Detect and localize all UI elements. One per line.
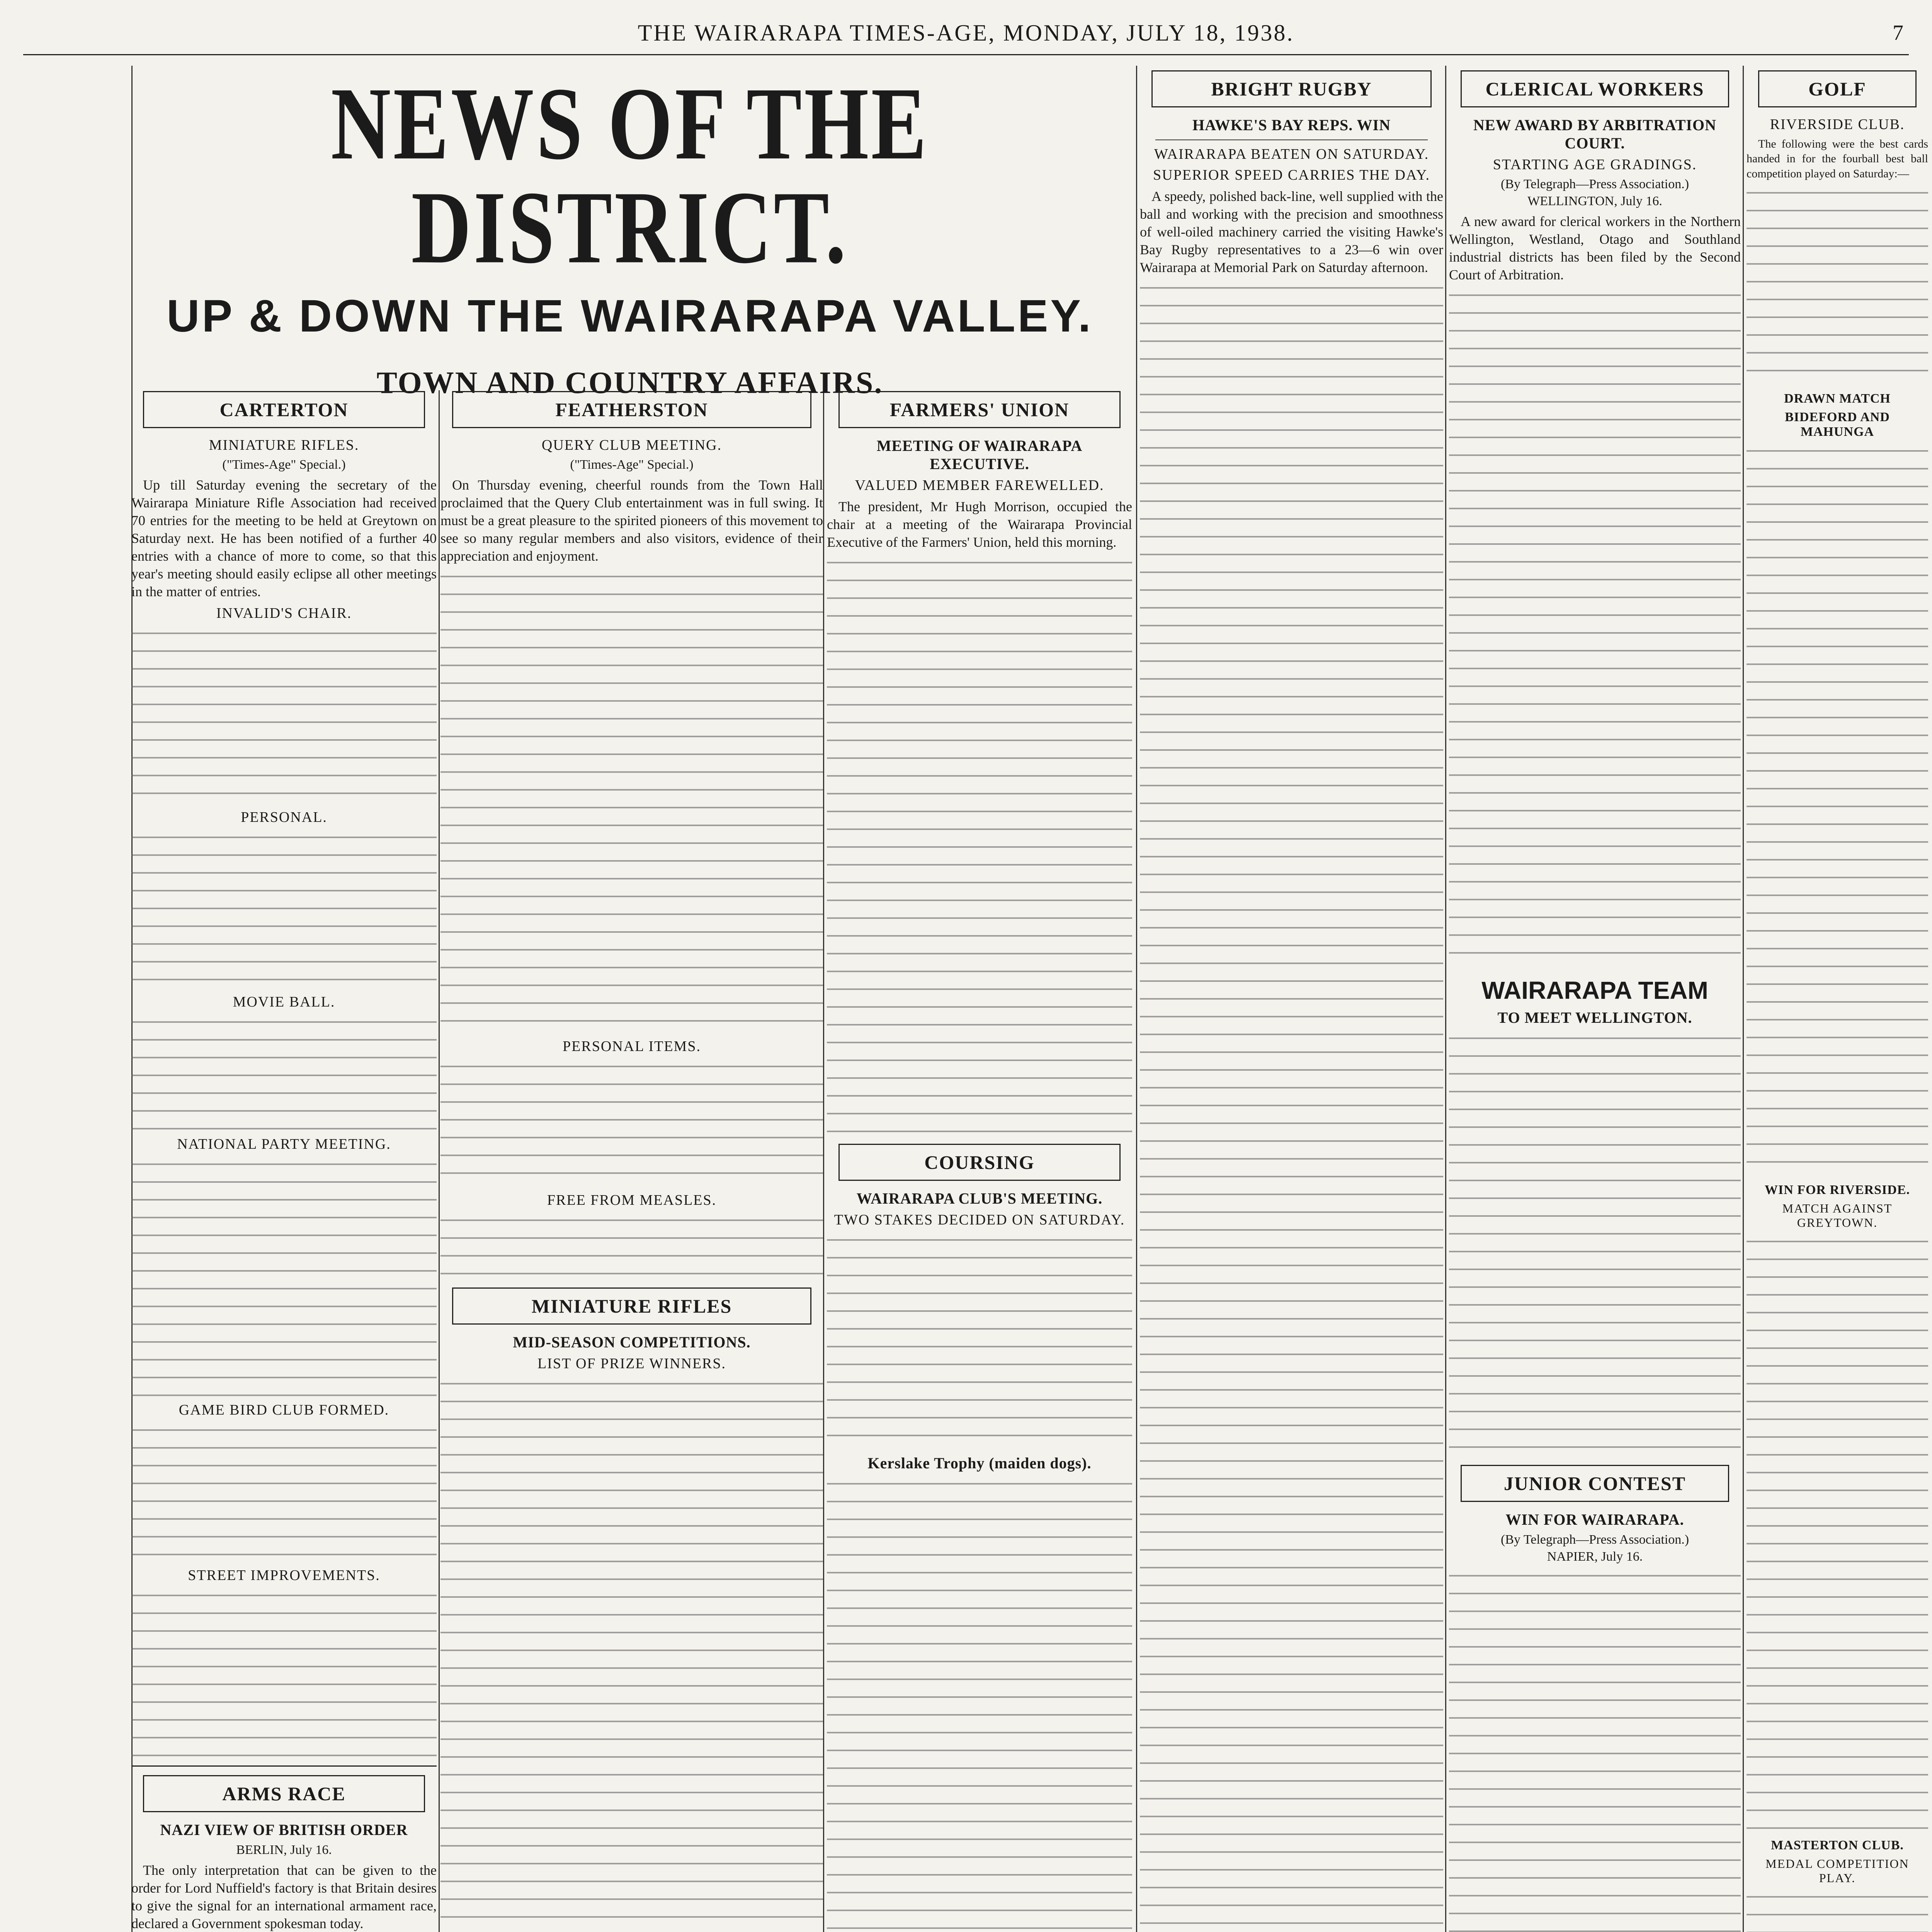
column-rule — [1136, 66, 1137, 1932]
article-text — [440, 1060, 823, 1187]
article-text — [1747, 444, 1928, 1178]
arms-race-sub: NAZI VIEW OF BRITISH ORDER — [160, 1821, 408, 1838]
coursing-h2: TWO STAKES DECIDED ON SATURDAY. — [834, 1212, 1125, 1228]
arms-race-p1: The only interpretation that can be given to the order for Lord Nuffield's factory is that Britain desires to give the signal for an international armament race, declared a Government spokesman today. — [131, 1862, 437, 1931]
article-text — [131, 1423, 437, 1562]
article-text — [131, 830, 437, 989]
article-text — [1140, 281, 1443, 1932]
masterton-club-sub: MEDAL COMPETITION PLAY. — [1765, 1857, 1909, 1885]
column-rule — [1445, 66, 1446, 1932]
rugby-p1: A speedy, polished back-line, well supplied with the ball and working with the precision and smoothness of well-oiled machinery carried the visiting Hawke's Bay Rugby representatives to a 23—6 win over Wairarapa at Memorial Park on Saturday afternoon. — [1140, 189, 1443, 276]
carterton-special: ("Times-Age" Special.) — [222, 457, 346, 472]
featherston-box: MINIATURE RIFLES — [452, 1287, 811, 1325]
article-text — [1747, 1235, 1928, 1833]
rugby-title: BRIGHT RUGBY — [1151, 70, 1432, 107]
junior-title: JUNIOR CONTEST — [1461, 1465, 1729, 1502]
featherston-h3: FREE FROM MEASLES. — [547, 1192, 717, 1209]
carterton-h3: PERSONAL. — [241, 809, 327, 825]
junior-sub: WIN FOR WAIRARAPA. — [1505, 1511, 1684, 1529]
column-rule — [823, 390, 824, 1932]
golf-title: GOLF — [1758, 70, 1917, 107]
article-text — [131, 1588, 437, 1759]
clerical-title: CLERICAL WORKERS — [1461, 70, 1729, 107]
right-columns — [1747, 62, 1928, 1932]
featherston-h4: MID-SEASON COMPETITIONS. — [513, 1333, 751, 1351]
clerical-sub: NEW AWARD BY ARBITRATION COURT. — [1473, 116, 1716, 152]
coursing-h1: WAIRARAPA CLUB'S MEETING. — [856, 1190, 1103, 1208]
clerical-p1: A new award for clerical workers in the Northern Wellington, Westland, Otago and Southland industrial districts has been filed by the Second Court of Arbitration. — [1449, 214, 1741, 283]
golf-sub: RIVERSIDE CLUB. — [1770, 116, 1905, 133]
article-text — [827, 556, 1132, 1135]
golf-h2: BIDEFORD AND MAHUNGA — [1785, 410, 1890, 439]
team-title: WAIRARAPA TEAM — [1481, 976, 1708, 1005]
clerical-column — [1449, 62, 1741, 1932]
coursing-title: COURSING — [838, 1144, 1121, 1181]
column-rule — [439, 390, 440, 1932]
clerical-dateline: WELLINGTON, July 16. — [1527, 194, 1662, 208]
masterton-club-title: MASTERTON CLUB. — [1771, 1838, 1904, 1853]
carterton-title: CARTERTON — [143, 391, 425, 428]
golf-p1: The following were the best cards handed in for the fourball best ball competition played on Saturday:— — [1747, 138, 1928, 180]
carterton-p1: Up till Saturday evening the secretary of the Wairarapa Miniature Rifle Association had received 70 entries for the meeting to be held at Greytown on Saturday next. He has been notified of a further 40 entries with a chance of more to come, so that this year's meeting should easily eclipse all other meetings in the matter of entries. — [131, 477, 437, 600]
junior-dateline: NAPIER, July 16. — [1547, 1549, 1643, 1564]
article-text — [131, 626, 437, 804]
golf-column — [1747, 62, 1928, 1932]
carterton-h6: GAME BIRD CLUB FORMED. — [179, 1401, 389, 1418]
article-text — [1449, 288, 1741, 964]
featherston-h2: PERSONAL ITEMS. — [563, 1038, 701, 1055]
carterton-h7: STREET IMPROVEMENTS. — [188, 1567, 380, 1583]
article-text — [1747, 1890, 1928, 1932]
featherston-h1: QUERY CLUB MEETING. — [541, 437, 722, 453]
carterton-h4: MOVIE BALL. — [233, 993, 335, 1010]
rugby-sub: HAWKE'S BAY REPS. WIN — [1192, 116, 1391, 134]
article-text — [827, 1233, 1132, 1449]
clerical-h1: STARTING AGE GRADINGS. — [1493, 156, 1697, 173]
rugby-h1: WAIRARAPA BEATEN ON SATURDAY. — [1154, 146, 1429, 162]
article-text — [131, 1157, 437, 1397]
featherston-special: ("Times-Age" Special.) — [570, 457, 694, 472]
carterton-h2: INVALID'S CHAIR. — [216, 605, 352, 621]
golf-h3: WIN FOR RIVERSIDE. — [1765, 1183, 1910, 1197]
rugby-h2: SUPERIOR SPEED CARRIES THE DAY. — [1153, 167, 1430, 183]
banner-title: NEWS OF THE DISTRICT. — [331, 66, 929, 285]
farmers-title: FARMERS' UNION — [838, 391, 1121, 428]
article-text — [440, 1377, 823, 1932]
arms-race-dateline: BERLIN, July 16. — [236, 1842, 332, 1857]
farmers-h2: VALUED MEMBER FAREWELLED. — [855, 477, 1104, 493]
rugby-column — [1140, 62, 1443, 1932]
article-text — [1449, 1569, 1741, 1932]
article-text — [1449, 1031, 1741, 1456]
article-text — [440, 1213, 823, 1279]
carterton-h5: NATIONAL PARTY MEETING. — [177, 1136, 391, 1152]
featherston-p1: On Thursday evening, cheerful rounds from the Town Hall proclaimed that the Query Club entertainment was in full swing. It must be a great pleasure to the spirited pioneers of this movement to see so many regular members and also visitors, evidence of their appreciation and enjoyment. — [440, 477, 823, 564]
golf-h1: DRAWN MATCH — [1784, 391, 1891, 406]
golf-h4: MATCH AGAINST GREYTOWN. — [1782, 1201, 1893, 1230]
clerical-tel: (By Telegraph—Press Association.) — [1500, 177, 1689, 191]
column-rule — [1743, 66, 1744, 1932]
carterton-column — [131, 383, 437, 1932]
banner-section: TOWN AND COUNTRY AFFAIRS. — [376, 366, 883, 394]
farmers-h1: MEETING OF WAIRARAPA EXECUTIVE. — [876, 437, 1083, 473]
article-text — [827, 1477, 1132, 1932]
featherston-column — [440, 383, 823, 1932]
masthead — [23, 12, 1909, 55]
farmers-column — [827, 383, 1132, 1932]
farmers-p1: The president, Mr Hugh Morrison, occupied the chair at a meeting of the Wairarapa Provincial Executive of the Farmers' Union, held this morning. — [827, 499, 1132, 550]
district-banner — [128, 62, 1132, 394]
junior-tel: (By Telegraph—Press Association.) — [1500, 1532, 1689, 1547]
article-text — [1747, 186, 1928, 387]
page-number: 7 — [1893, 21, 1905, 45]
featherston-title: FEATHERSTON — [452, 391, 811, 428]
arms-race-title: ARMS RACE — [143, 1775, 425, 1812]
carterton-h1: MINIATURE RIFLES. — [209, 437, 359, 453]
paper-name: THE WAIRARAPA TIMES-AGE, MONDAY, JULY 18, 1938. — [638, 20, 1294, 46]
coursing-h3: Kerslake Trophy (maiden dogs). — [867, 1454, 1092, 1472]
banner-subtitle: UP & DOWN THE WAIRARAPA VALLEY. — [167, 291, 1093, 342]
team-sub: TO MEET WELLINGTON. — [1497, 1009, 1692, 1027]
featherston-h5: LIST OF PRIZE WINNERS. — [537, 1355, 726, 1372]
article-text — [440, 570, 823, 1033]
article-text — [131, 1015, 437, 1131]
